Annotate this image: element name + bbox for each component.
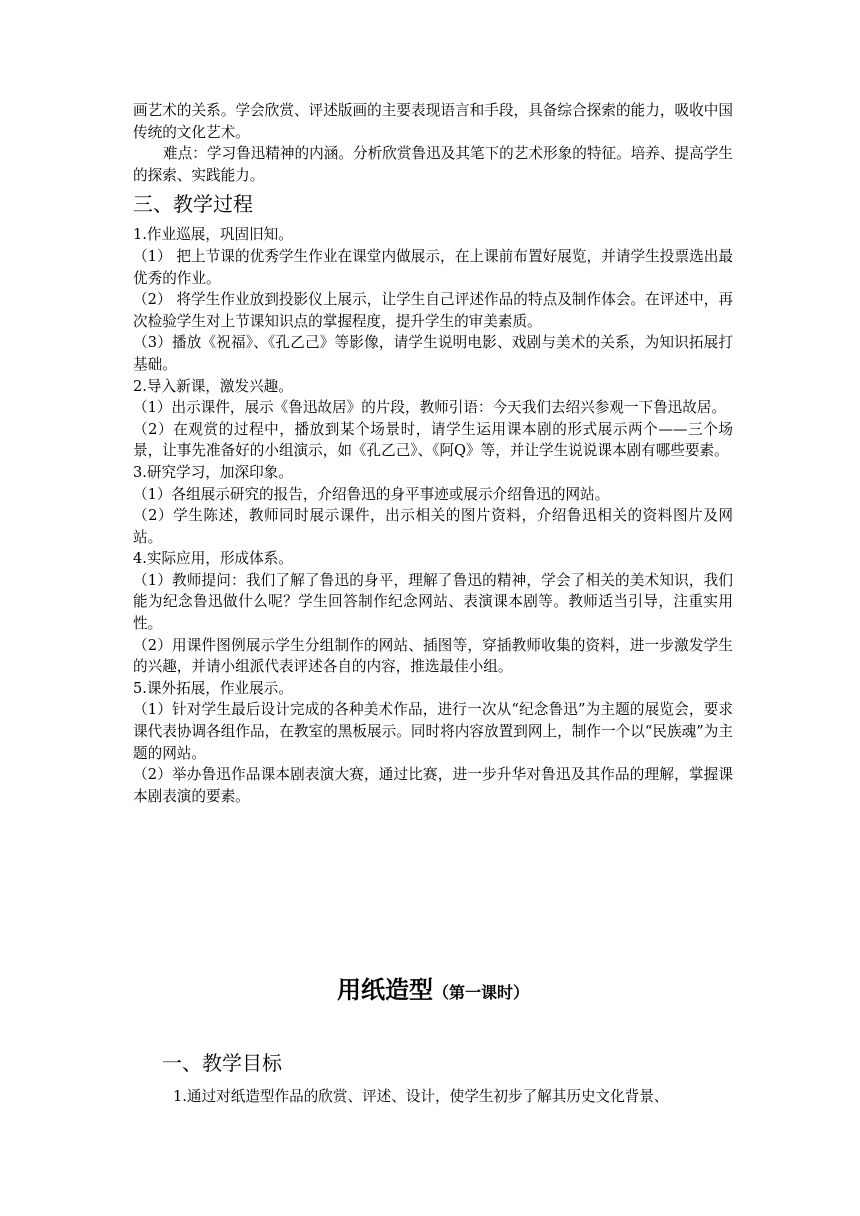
intro-paragraph-2: 难点：学习鲁迅精神的内涵。分析欣赏鲁迅及其笔下的艺术形象的特征。培养、提高学生的探索、实践能力。: [133, 145, 733, 184]
process-line: （1） 把上节课的优秀学生作业在课堂内做展示，在上课前布置好展览，并请学生投票选出最优秀的作业。: [133, 247, 733, 287]
process-line: （1）针对学生最后设计完成的各种美术作品，进行一次从“纪念鲁迅”为主题的展览会，要求课代表协调各组作品，在教室的黑板展示。同时将内容放置到网上，制作一个以“民族魂”为主题的网站。: [133, 701, 733, 762]
process-line: （2） 将学生作业放到投影仪上展示，让学生自己评述作品的特点及制作体会。在评述中，再次检验学生对上节课知识点的掌握程度，提升学生的审美素质。: [133, 291, 733, 330]
section-heading-teaching-goals: 一、教学目标: [162, 1051, 282, 1075]
intro-paragraph-1: 画艺术的关系。学会欣赏、评述版画的主要表现语言和手段，具备综合探索的能力，吸收中国传统的文化艺术。: [133, 102, 733, 141]
lesson-title-subtitle: （第一课时）: [432, 983, 529, 1002]
process-line: （1）教师提问：我们了解了鲁迅的身平，理解了鲁迅的精神，学会了相关的美术知识，我们能为纪念鲁迅做什么呢？学生回答制作纪念网站、表演课本剧等。教师适当引导，注重实用性。: [133, 571, 733, 633]
lesson-title: [133, 970, 733, 1005]
goal-line-1: 1.通过对纸造型作品的欣赏、评述、设计，使学生初步了解其历史文化背景、: [173, 1088, 669, 1105]
process-line: 1.作业巡展，巩固旧知。: [133, 226, 293, 244]
process-line: （2）学生陈述，教师同时展示课件，出示相关的图片资料，介绍鲁迅相关的资料图片及网站。: [133, 507, 733, 546]
section-heading-teaching-process: 三、教学过程: [133, 192, 253, 217]
process-line: 4.实际应用，形成体系。: [133, 550, 293, 568]
process-line: （1）出示课件，展示《鲁迅故居》的片段，教师引语：今天我们去绍兴参观一下鲁迅故居。: [133, 399, 727, 417]
process-line: （3）播放《祝福》、《孔乙己》等影像，请学生说明电影、戏剧与美术的关系，为知识拓展打基础。: [133, 334, 733, 373]
process-line: 5.课外拓展，作业展示。: [133, 679, 293, 697]
process-line: （1）各组展示研究的报告，介绍鲁迅的身平事迹或展示介绍鲁迅的网站。: [133, 485, 610, 503]
lesson-title-main: 用纸造型: [336, 975, 433, 1004]
process-line: （2）在观赏的过程中，播放到某个场景时，请学生运用课本剧的形式展示两个——三个场景，让事先准备好的小组演示，如《孔乙己》、《阿Q》等，并让学生说说课本剧有哪些要素。: [133, 420, 733, 460]
process-line: 3.研究学习，加深印象。: [133, 463, 293, 481]
process-line: （2）用课件图例展示学生分组制作的网站、插图等，穿插教师收集的资料，进一步激发学生的兴趣，并请小组派代表评述各自的内容，推选最佳小组。: [133, 636, 733, 676]
document-body: [133, 100, 733, 807]
process-line: （2）举办鲁迅作品课本剧表演大赛，通过比赛，进一步升华对鲁迅及其作品的理解，掌握课本剧表演的要素。: [133, 766, 733, 805]
process-line: 2.导入新课，激发兴趣。: [133, 377, 293, 395]
